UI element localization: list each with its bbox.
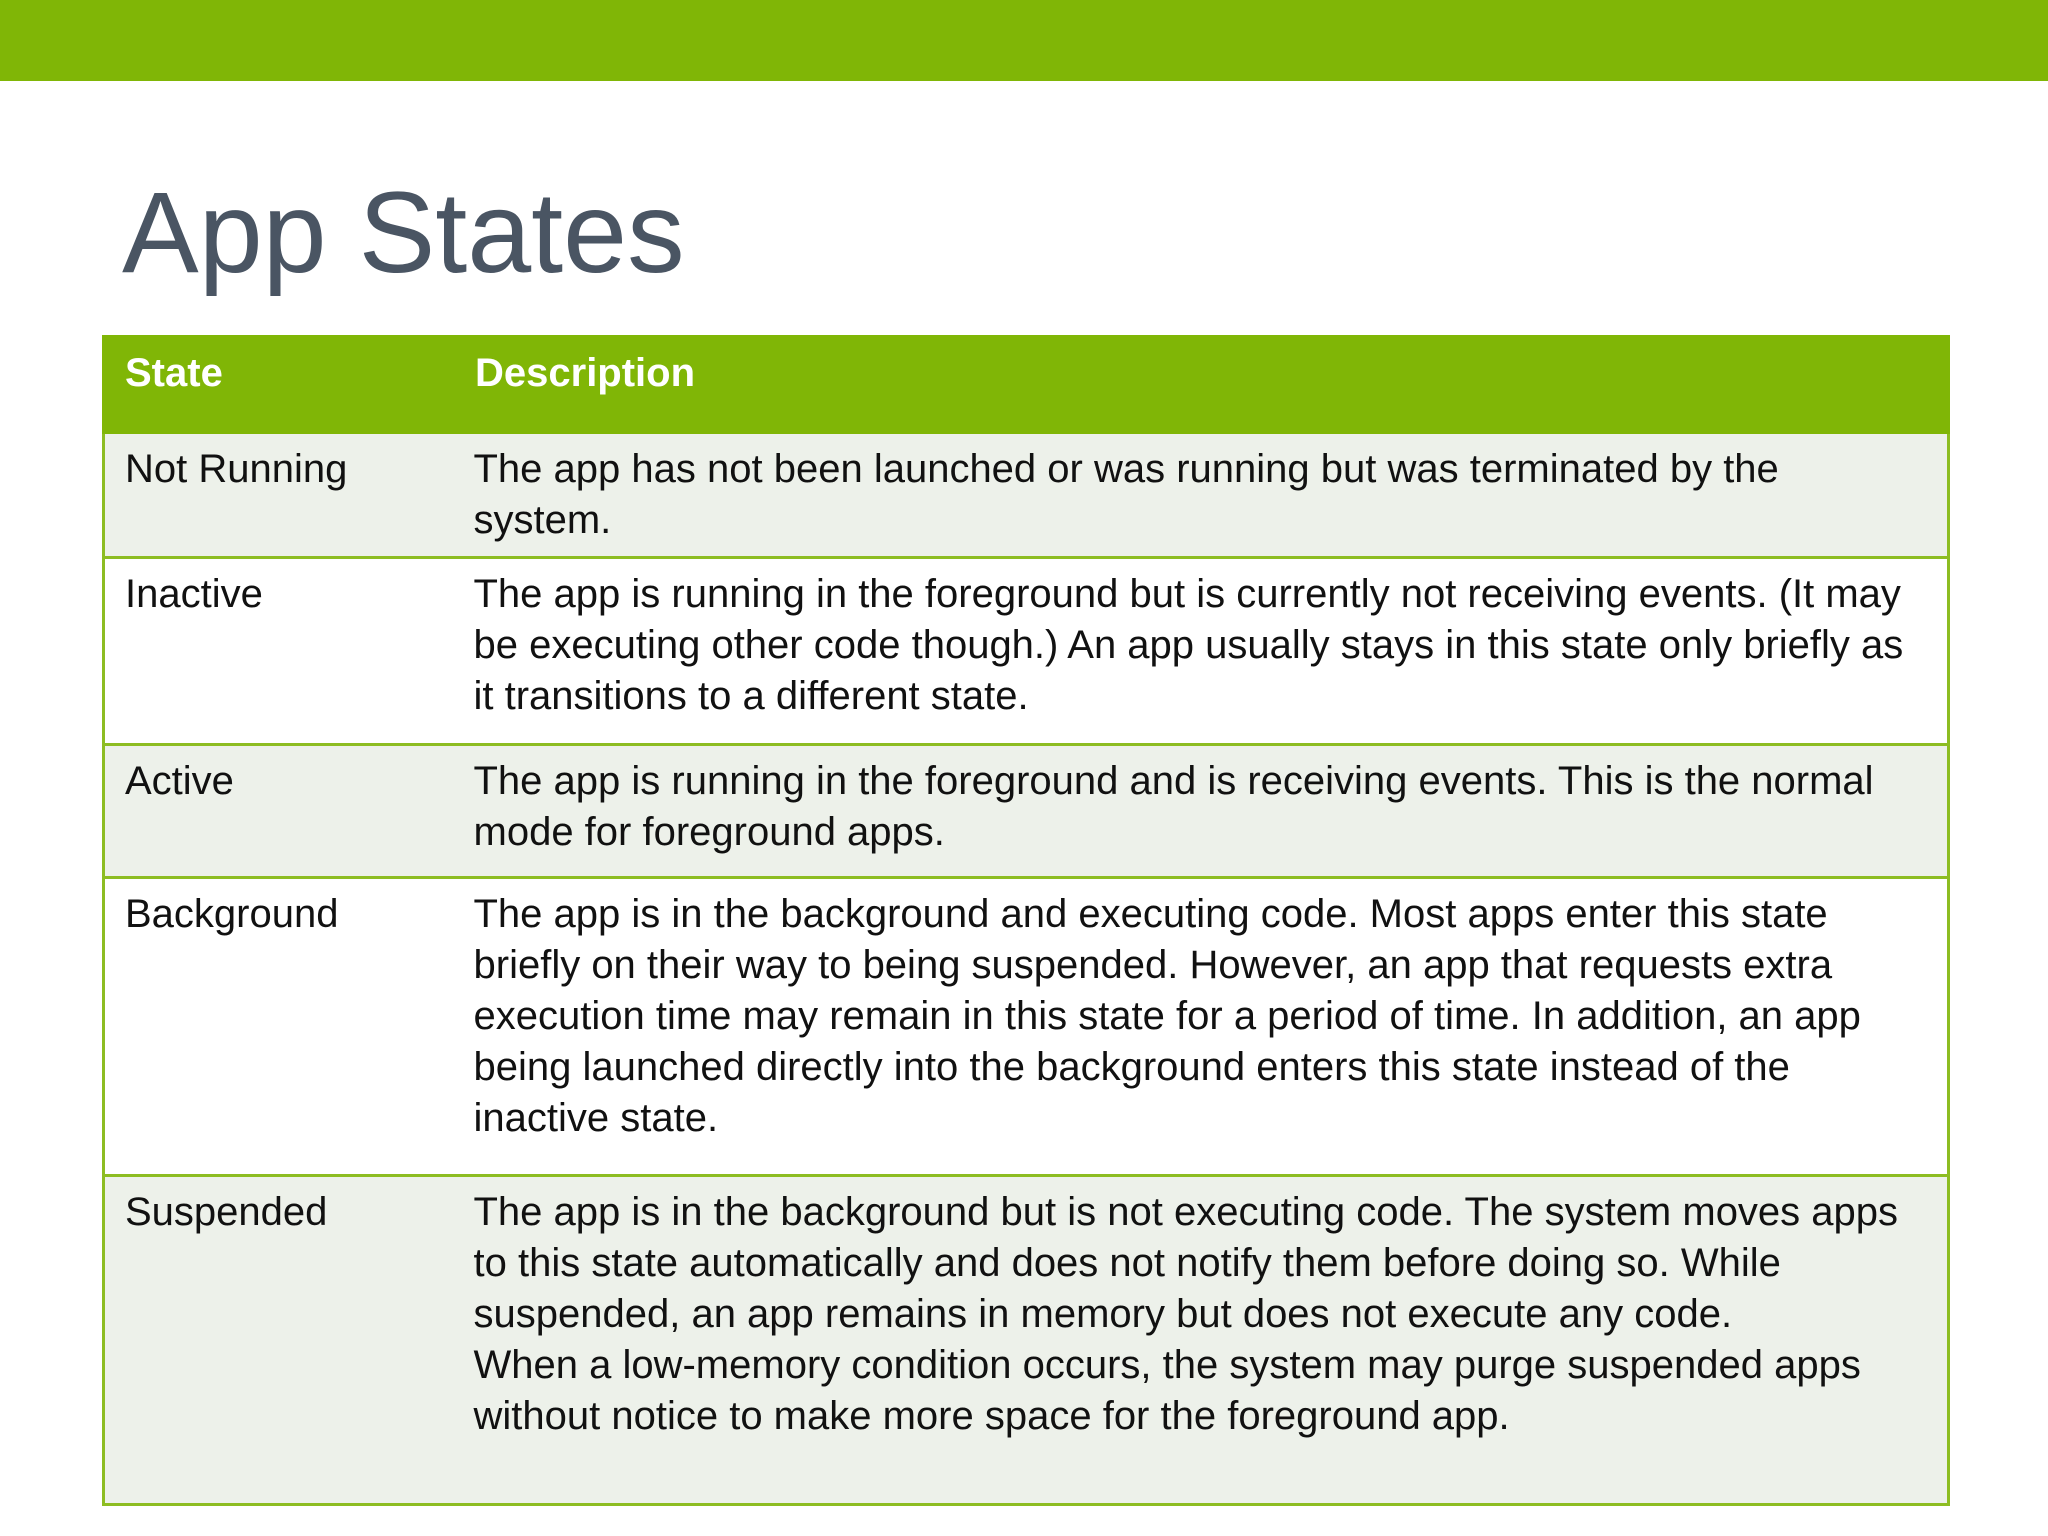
table-header-row xyxy=(104,337,1949,433)
state-cell: Suspended xyxy=(104,1176,454,1505)
description-cell: The app has not been launched or was running but was terminated by the system. xyxy=(454,433,1949,558)
description-cell: The app is in the background and executing code. Most apps enter this state briefly on their way to being suspended. However, an app that requests extra execution time may remain in this state for a period of time. In addition, an app being launched directly into the background enters this state instead of the inactive state. xyxy=(454,878,1949,1176)
description-cell: The app is running in the foreground but is currently not receiving events. (It may be executing other code though.) An app usually stays in this state only briefly as it transitions to a different state. xyxy=(454,558,1949,745)
table-row xyxy=(104,878,1949,1176)
description-cell: The app is running in the foreground and is receiving events. This is the normal mode for foreground apps. xyxy=(454,745,1949,878)
table-row xyxy=(104,558,1949,745)
state-cell: Background xyxy=(104,878,454,1176)
description-paragraph: When a low-memory condition occurs, the system may purge suspended apps without notice to make more space for the foreground app. xyxy=(473,1343,1861,1438)
state-cell: Active xyxy=(104,745,454,878)
state-cell: Not Running xyxy=(104,433,454,558)
page-title: App States xyxy=(122,169,685,297)
description-cell xyxy=(454,1176,1949,1505)
table-row xyxy=(104,745,1949,878)
top-accent-bar xyxy=(0,0,2048,81)
description-paragraph: The app is in the background but is not executing code. The system moves apps to this state automatically and does not notify them before doing so. While suspended, an app remains in memory but does not execute any code. xyxy=(473,1190,1899,1336)
table-row xyxy=(104,1176,1949,1505)
state-cell: Inactive xyxy=(104,558,454,745)
column-header-description: Description xyxy=(454,337,1949,433)
table-row xyxy=(104,433,1949,558)
column-header-state: State xyxy=(104,337,454,433)
app-states-table xyxy=(102,335,1950,1506)
